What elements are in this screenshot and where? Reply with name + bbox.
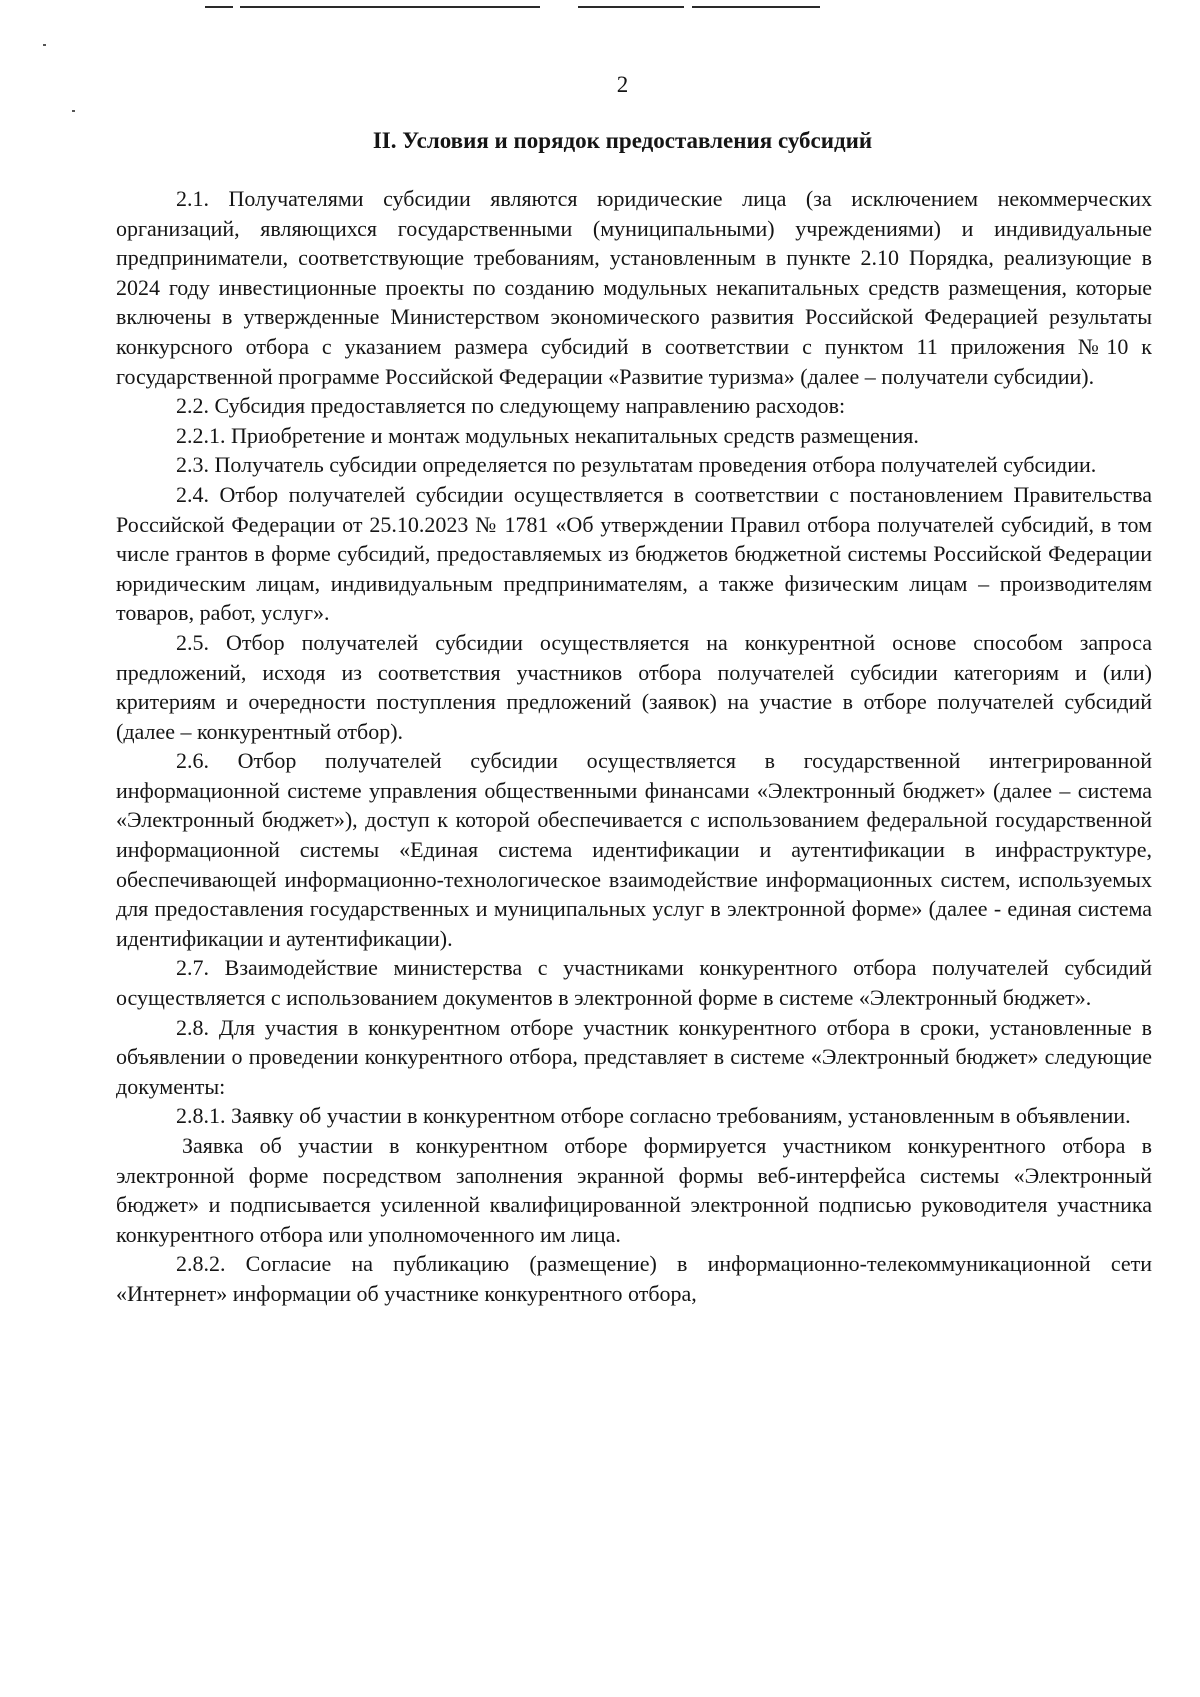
paragraph-application-form: Заявка об участии в конкурентном отборе формируется участником конкурентного отбора в электронной форме посредством заполнения экранной формы веб-интерфейса системы «Электронный бюджет» и подписывается усиленной квалифицированной электронной подписью руководителя участника конкурентного отбора или уполномоченного им лица. bbox=[116, 1133, 1152, 1247]
scan-artifact-line bbox=[578, 6, 684, 8]
paragraph-2-3: 2.3. Получатель субсидии определяется по результатам проведения отбора получателей субсидии. bbox=[176, 452, 1097, 478]
paragraph-2-1: 2.1. Получателями субсидии являются юридические лица (за исключением некоммерческих организаций, являющихся государственными (муниципальными) учреждениями) и индивидуальные предприниматели, соответствующие требованиям, установленным в пункте 2.10 Порядка, реализующие в 2024 году инвестиционные проекты по созданию модульных некапитальных средств размещения, которые включены в утвержденные Министерством экономического развития Российской Федерацией результаты конкурсного отбора с указанием размера субсидий в соответствии с пунктом 11 приложения №10 к государственной программе Российской Федерации «Развитие туризма» (далее – получатели субсидии). bbox=[116, 186, 1152, 389]
paragraph-2-4: 2.4. Отбор получателей субсидии осуществляется в соответствии с постановлением Правительства Российской Федерации от 25.10.2023 № 1781 «Об утверждении Правил отбора получателей субсидий, в том числе грантов в форме субсидий, предоставляемых из бюджетов бюджетной системы Российской Федерации юридическим лицам, индивидуальным предпринимателям, а также физическим лицам – производителям товаров, работ, услуг». bbox=[116, 481, 1152, 626]
paragraph-2-2-1: 2.2.1. Приобретение и монтаж модульных некапитальных средств размещения. bbox=[176, 422, 919, 448]
paragraph-2-8-1: 2.8.1. Заявку об участии в конкурентном отборе согласно требованиям, установленным в объявлении. bbox=[176, 1103, 1131, 1129]
document-body bbox=[116, 184, 1152, 1309]
scan-artifact-line bbox=[692, 6, 820, 8]
scan-artifact-line bbox=[240, 6, 540, 8]
paragraph-2-7: 2.7. Взаимодействие министерства с участниками конкурентного отбора получателей субсидий осуществляется с использованием документов в электронной форме в системе «Электронный бюджет». bbox=[116, 955, 1152, 1011]
scan-artifact-dot bbox=[72, 110, 75, 112]
page-number: 2 bbox=[616, 72, 629, 97]
scan-artifact-dot bbox=[43, 44, 46, 46]
scan-artifact-line bbox=[205, 6, 233, 8]
paragraph-2-8-2: 2.8.2. Согласие на публикацию (размещение) в информационно-телекоммуникационной сети «Интернет» информации об участнике конкурентного отбора, bbox=[116, 1251, 1152, 1306]
paragraph-2-2: 2.2. Субсидия предоставляется по следующему направлению расходов: bbox=[176, 393, 846, 419]
paragraph-2-8: 2.8. Для участия в конкурентном отборе участник конкурентного отбора в сроки, установленные в объявлении о проведении конкурентного отбора, представляет в системе «Электронный бюджет» следующие документы: bbox=[116, 1014, 1152, 1099]
paragraph-2-5: 2.5. Отбор получателей субсидии осуществляется на конкурентной основе способом запроса предложений, исходя из соответствия участников отбора получателей субсидии категориям и (или) критериям и очередности поступления предложений (заявок) на участие в отборе получателей субсидий (далее – конкурентный отбор). bbox=[116, 629, 1152, 744]
paragraph-2-6: 2.6. Отбор получателей субсидии осуществляется в государственной интегрированной информационной системе управления общественными финансами «Электронный бюджет» (далее – система «Электронный бюджет»), доступ к которой обеспечивается с использованием федеральной государственной информационной системы «Единая система идентификации и аутентификации в инфраструктуре, обеспечивающей информационно-технологическое взаимодействие информационных систем, используемых для предоставления государственных и муниципальных услуг в электронной форме» (далее - единая система идентификации и аутентификации). bbox=[116, 748, 1152, 951]
section-title: II. Условия и порядок предоставления субсидий bbox=[372, 128, 873, 153]
